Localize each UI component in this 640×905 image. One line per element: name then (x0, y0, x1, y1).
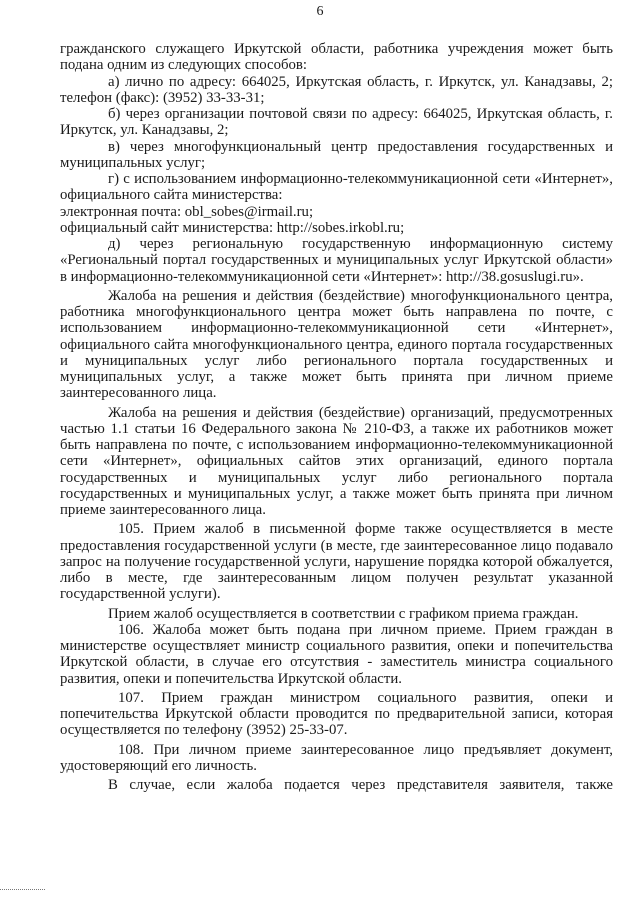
email-line: электронная почта: obl_sobes@irmail.ru; (60, 203, 314, 220)
paragraph-schedule: Прием жалоб осуществляется в соответствии с графиком приема граждан. (108, 605, 579, 622)
paragraph-organizations-complaint: Жалоба на решения и действия (бездействие) организаций, предусмотренных частью 1.1 статьи 16 Федерального закона № 210-ФЗ, а также их работников может быть направлена по почте, с использованием информационно-телекоммуникационной сети «Интернет», официальных сайтов этих организаций, единого портала государственных и муниципальных услуг либо регионального портала государственных и муниципальных услуг, а также может быть принята при личном приеме заинтересованного лица. (60, 404, 613, 518)
website-line: официальный сайт министерства: http://sobes.irkobl.ru; (60, 219, 405, 236)
paragraph-105: 105. Прием жалоб в письменной форме также осуществляется в месте предоставления государственной услуги (в месте, где заинтересованное лицо подавало запрос на получение государственной услуги, нарушение порядка которой обжалуется, либо в месте, где заинтересованным лицом получен результат указанной государственной услуги). (60, 521, 613, 603)
paragraph-continuation: гражданского служащего Иркутской области, работника учреждения может быть подана одним из следующих способов: (60, 41, 613, 74)
paragraph-mfc-complaint: Жалоба на решения и действия (бездействие) многофункционального центра, работника многофункционального центра может быть направлена по почте, с использованием информационно-телекоммуникационной сети «Интернет», официального сайта многофункционального центра, единого портала государственных и муниципальных услуг либо регионального портала государственных и муниципальных услуг, а также может быть принята при личном приеме заинтересованного лица. (60, 287, 613, 402)
list-item-d: д) через региональную государственную информационную систему «Региональный портал государственных и муниципальных услуг Иркутской области» в информационно-телекоммуникационной сети «Интернет»: http://38.gosuslugi.ru». (60, 236, 613, 285)
list-item-a: а) лично по адресу: 664025, Иркутская область, г. Иркутск, ул. Канадзавы, 2; телефон (факс): (3952) 33-33-31; (60, 73, 613, 106)
document-body (60, 41, 613, 793)
list-item-g: г) с использованием информационно-телекоммуникационной сети «Интернет», официального сайта министерства: (60, 171, 613, 204)
list-item-b: б) через организации почтовой связи по адресу: 664025, Иркутская область, г. Иркутск, ул. Канадзавы, 2; (60, 106, 613, 139)
page-number: 6 (316, 4, 324, 19)
list-item-v: в) через многофункциональный центр предоставления государственных и муниципальных услуг; (60, 138, 613, 171)
paragraph-106: 106. Жалоба может быть подана при личном приеме. Прием граждан в министерстве осуществляет министр социального развития, опеки и попечительства Иркутской области, в случае его отсутствия - заместитель министра социального развития, опеки и попечительства Иркутской области. (60, 621, 613, 687)
paragraph-108: 108. При личном приеме заинтересованное лицо предъявляет документ, удостоверяющий его личность. (60, 741, 613, 774)
paragraph-representative: В случае, если жалоба подается через представителя заявителя, также (108, 777, 613, 793)
paragraph-107: 107. Прием граждан министром социального развития, опеки и попечительства Иркутской области проводится по предварительной записи, которая осуществляется по телефону (3952) 25-33-07. (60, 689, 613, 739)
scan-mark-line (0, 889, 45, 890)
